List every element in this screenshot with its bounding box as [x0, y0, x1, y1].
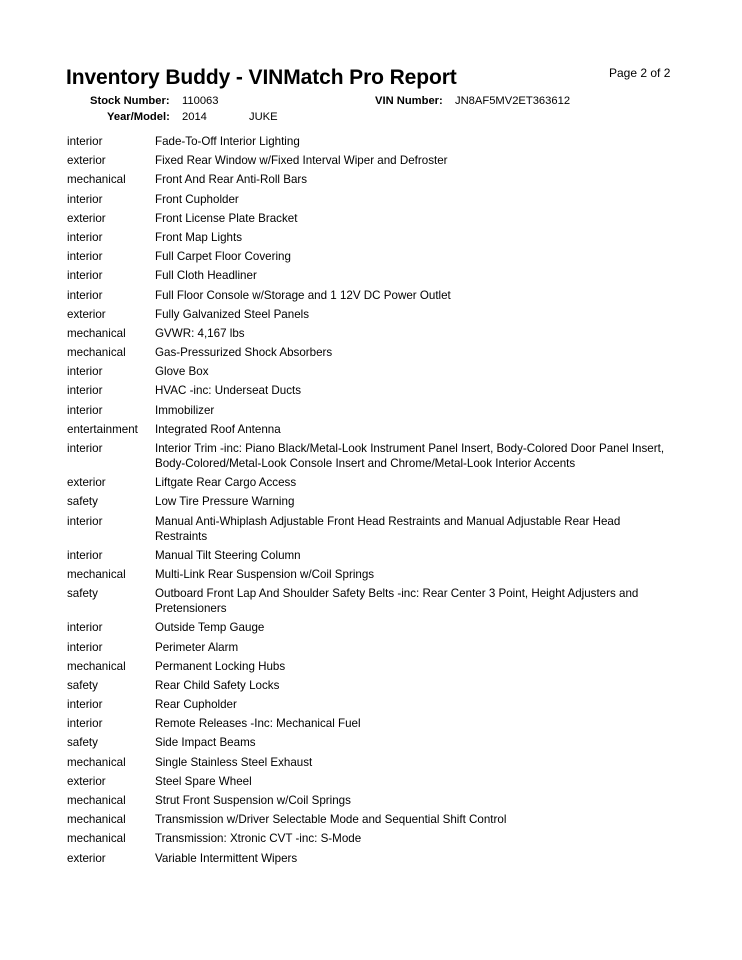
feature-category: safety — [67, 678, 98, 692]
feature-description: Low Tire Pressure Warning — [155, 495, 295, 509]
feature-description: Outside Temp Gauge — [155, 621, 265, 635]
vin-number-label: VIN Number: — [375, 95, 443, 107]
feature-category: interior — [67, 442, 103, 455]
feature-description: Permanent Locking Hubs — [155, 659, 286, 673]
feature-category: interior — [67, 250, 103, 264]
feature-category: interior — [67, 288, 103, 302]
page-number: Page 2 of 2 — [609, 66, 671, 80]
feature-description: HVAC -inc: Underseat Ducts — [155, 384, 302, 398]
feature-category: interior — [67, 403, 103, 417]
feature-category: interior — [67, 640, 103, 654]
feature-description: Outboard Front Lap And Shoulder Safety Belts -inc: Rear Center 3 Point, Height Adjusters and Pretensioners — [155, 587, 639, 616]
feature-row — [0, 774, 742, 793]
feature-description: Manual Tilt Steering Column — [155, 548, 301, 562]
feature-category: interior — [67, 698, 103, 712]
feature-description: Interior Trim -inc: Piano Black/Metal-Look Instrument Panel Insert, Body-Colored Door Panel Insert, Body-Colored/Metal-Look Console Insert and Chrome/Metal-Look Interior Accents — [155, 442, 665, 470]
feature-row — [0, 586, 742, 620]
feature-row — [0, 475, 742, 494]
feature-row — [0, 403, 742, 422]
feature-row — [0, 134, 742, 153]
feature-category: mechanical — [67, 173, 126, 187]
feature-category: mechanical — [67, 567, 126, 581]
feature-description: Fade-To-Off Interior Lighting — [155, 135, 300, 148]
feature-category: safety — [67, 587, 98, 601]
feature-row — [0, 307, 742, 326]
feature-description: Steel Spare Wheel — [155, 774, 252, 788]
report-title: Inventory Buddy - VINMatch Pro Report — [66, 66, 457, 89]
feature-description: Perimeter Alarm — [155, 640, 239, 654]
feature-row — [0, 659, 742, 678]
feature-description: Glove Box — [155, 365, 209, 379]
feature-category: interior — [67, 621, 103, 635]
feature-description: Remote Releases -Inc: Mechanical Fuel — [155, 717, 361, 731]
feature-description: Multi-Link Rear Suspension w/Coil Springs — [155, 567, 375, 581]
feature-category: mechanical — [67, 659, 126, 673]
year-model-label: Year/Model: — [107, 111, 170, 123]
feature-description: Side Impact Beams — [155, 736, 256, 750]
year-value: 2014 — [182, 111, 207, 123]
feature-row — [0, 288, 742, 307]
feature-row — [0, 383, 742, 402]
feature-description: Immobilizer — [155, 403, 215, 417]
feature-description: Fully Galvanized Steel Panels — [155, 307, 310, 321]
feature-description: Rear Cupholder — [155, 698, 237, 712]
feature-category: mechanical — [67, 346, 126, 360]
feature-row — [0, 755, 742, 774]
feature-description: Variable Intermittent Wipers — [155, 851, 298, 865]
feature-row — [0, 514, 742, 548]
feature-description: Transmission w/Driver Selectable Mode and Sequential Shift Control — [155, 813, 507, 827]
feature-category: mechanical — [67, 813, 126, 827]
feature-category: exterior — [67, 851, 106, 865]
feature-category: mechanical — [67, 755, 126, 769]
feature-row — [0, 716, 742, 735]
feature-category: interior — [67, 514, 103, 528]
feature-row — [0, 620, 742, 639]
feature-category: interior — [67, 717, 103, 731]
feature-row — [0, 640, 742, 659]
feature-row — [0, 793, 742, 812]
feature-category: mechanical — [67, 832, 126, 846]
feature-description: Manual Anti-Whiplash Adjustable Front Head Restraints and Manual Adjustable Rear Head Restraints — [155, 514, 621, 543]
feature-description: Liftgate Rear Cargo Access — [155, 476, 297, 490]
feature-description: Front License Plate Bracket — [155, 211, 298, 225]
feature-row — [0, 831, 742, 850]
feature-row — [0, 422, 742, 441]
feature-category: exterior — [67, 774, 106, 788]
feature-category: exterior — [67, 154, 106, 168]
feature-category: mechanical — [67, 326, 126, 340]
feature-row — [0, 735, 742, 754]
feature-category: safety — [67, 495, 98, 509]
feature-category: interior — [67, 548, 103, 562]
feature-row — [0, 249, 742, 268]
feature-description: GVWR: 4,167 lbs — [155, 326, 245, 340]
feature-row — [0, 548, 742, 567]
feature-description: Single Stainless Steel Exhaust — [155, 755, 313, 769]
feature-description: Front And Rear Anti-Roll Bars — [155, 173, 308, 187]
feature-row — [0, 345, 742, 364]
feature-category: interior — [67, 230, 103, 244]
feature-row — [0, 326, 742, 345]
feature-row — [0, 678, 742, 697]
feature-description: Front Map Lights — [155, 230, 242, 244]
model-value: JUKE — [249, 111, 278, 123]
feature-description: Transmission: Xtronic CVT -inc: S-Mode — [155, 832, 362, 846]
feature-category: interior — [67, 365, 103, 379]
feature-description: Front Cupholder — [155, 192, 239, 206]
feature-row — [0, 697, 742, 716]
feature-row — [0, 851, 742, 870]
feature-row — [0, 441, 742, 475]
feature-description: Full Floor Console w/Storage and 1 12V DC Power Outlet — [155, 288, 451, 302]
feature-description: Strut Front Suspension w/Coil Springs — [155, 794, 351, 807]
feature-category: exterior — [67, 211, 106, 225]
stock-number-value: 110063 — [182, 95, 219, 107]
feature-category: exterior — [67, 307, 106, 321]
feature-row — [0, 172, 742, 191]
feature-category: mechanical — [67, 794, 126, 807]
feature-category: interior — [67, 135, 103, 148]
feature-row — [0, 364, 742, 383]
feature-row — [0, 812, 742, 831]
feature-row — [0, 230, 742, 249]
feature-row — [0, 192, 742, 211]
feature-description: Integrated Roof Antenna — [155, 422, 281, 436]
feature-description: Gas-Pressurized Shock Absorbers — [155, 346, 333, 360]
feature-row — [0, 494, 742, 513]
feature-description: Rear Child Safety Locks — [155, 678, 280, 692]
feature-category: safety — [67, 736, 98, 750]
feature-row — [0, 153, 742, 172]
feature-description: Full Cloth Headliner — [155, 269, 257, 283]
feature-description: Fixed Rear Window w/Fixed Interval Wiper and Defroster — [155, 154, 448, 168]
feature-category: interior — [67, 384, 103, 398]
stock-number-label: Stock Number: — [90, 95, 170, 107]
feature-description: Full Carpet Floor Covering — [155, 250, 291, 264]
feature-category: interior — [67, 269, 103, 283]
feature-category: entertainment — [67, 422, 138, 436]
feature-row — [0, 567, 742, 586]
vin-number-value: JN8AF5MV2ET363612 — [455, 95, 571, 107]
feature-category: exterior — [67, 476, 106, 490]
feature-category: interior — [67, 192, 103, 206]
feature-row — [0, 211, 742, 230]
feature-row — [0, 268, 742, 287]
feature-list — [0, 134, 742, 870]
